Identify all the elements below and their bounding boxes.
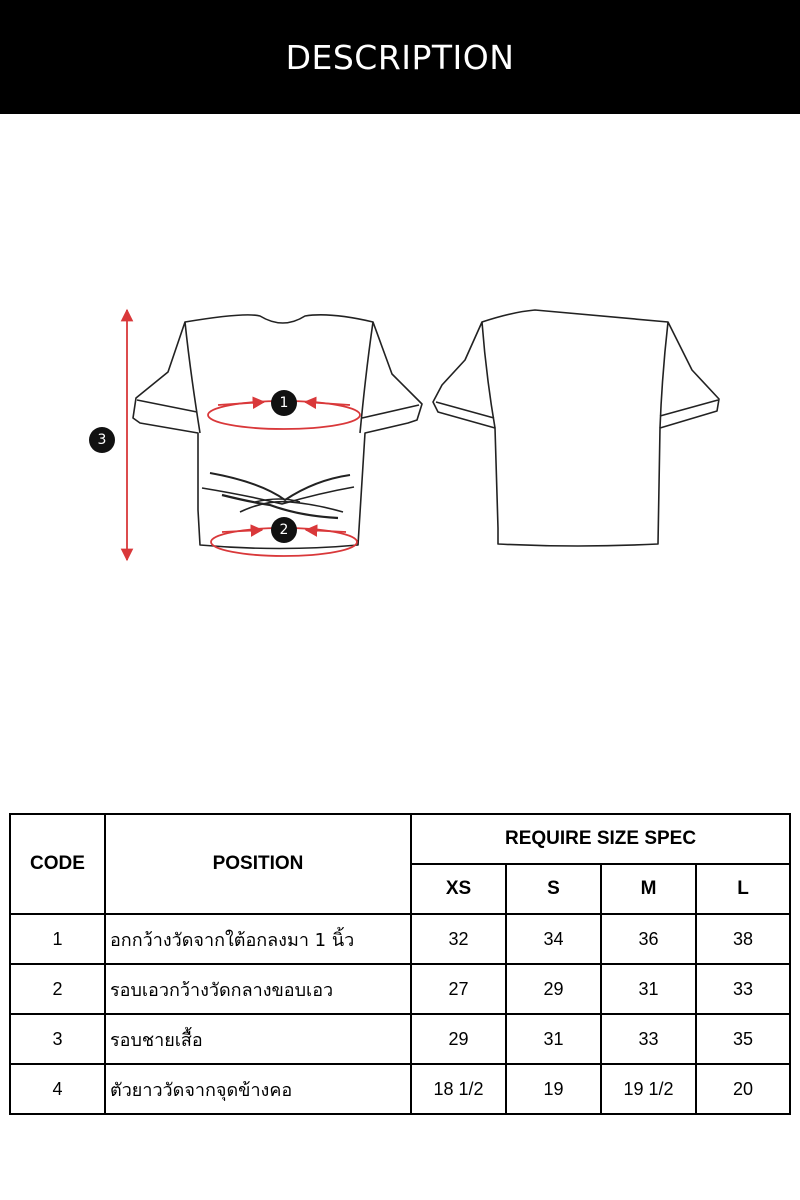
shirt-front xyxy=(133,315,422,549)
table-header-row xyxy=(10,814,790,864)
row-value-m: 33 xyxy=(601,1014,696,1064)
row-position: ตัวยาววัดจากจุดข้างคอ xyxy=(105,1064,411,1114)
badge-3 xyxy=(89,427,115,453)
row-position: รอบชายเสื้อ xyxy=(105,1014,411,1064)
row-value-l: 35 xyxy=(696,1014,790,1064)
row-value-s: 19 xyxy=(506,1064,601,1114)
row-value-l: 33 xyxy=(696,964,790,1014)
size-spec-table xyxy=(9,813,791,1115)
row-value-xs: 18 1/2 xyxy=(411,1064,506,1114)
table-row xyxy=(10,914,790,964)
row-value-l: 38 xyxy=(696,914,790,964)
row-value-s: 29 xyxy=(506,964,601,1014)
garment-diagram xyxy=(0,290,800,590)
table-row xyxy=(10,1064,790,1114)
description-header xyxy=(0,0,800,114)
row-value-l: 20 xyxy=(696,1064,790,1114)
row-value-xs: 27 xyxy=(411,964,506,1014)
badge-1 xyxy=(271,390,297,416)
svg-text:3: 3 xyxy=(97,432,107,448)
size-spec-group-header: REQUIRE SIZE SPEC xyxy=(411,814,790,864)
badge-2 xyxy=(271,517,297,543)
row-code: 3 xyxy=(10,1014,105,1064)
size-header-s: S xyxy=(506,864,601,914)
row-value-s: 34 xyxy=(506,914,601,964)
code-header: CODE xyxy=(10,814,105,914)
header-title: DESCRIPTION xyxy=(285,37,515,77)
size-header-l: L xyxy=(696,864,790,914)
row-code: 1 xyxy=(10,914,105,964)
row-value-xs: 32 xyxy=(411,914,506,964)
measurement-marks xyxy=(127,310,360,560)
svg-text:2: 2 xyxy=(279,522,289,538)
row-value-xs: 29 xyxy=(411,1014,506,1064)
shirt-back xyxy=(433,310,719,546)
row-position: รอบเอวกว้างวัดกลางขอบเอว xyxy=(105,964,411,1014)
size-header-xs: XS xyxy=(411,864,506,914)
row-position: อกกว้างวัดจากใต้อกลงมา 1 นิ้ว xyxy=(105,914,411,964)
row-value-m: 36 xyxy=(601,914,696,964)
row-value-s: 31 xyxy=(506,1014,601,1064)
table-row xyxy=(10,1014,790,1064)
row-value-m: 31 xyxy=(601,964,696,1014)
row-code: 4 xyxy=(10,1064,105,1114)
svg-text:1: 1 xyxy=(279,395,289,411)
position-header: POSITION xyxy=(105,814,411,914)
row-code: 2 xyxy=(10,964,105,1014)
table-row xyxy=(10,964,790,1014)
row-value-m: 19 1/2 xyxy=(601,1064,696,1114)
size-header-m: M xyxy=(601,864,696,914)
